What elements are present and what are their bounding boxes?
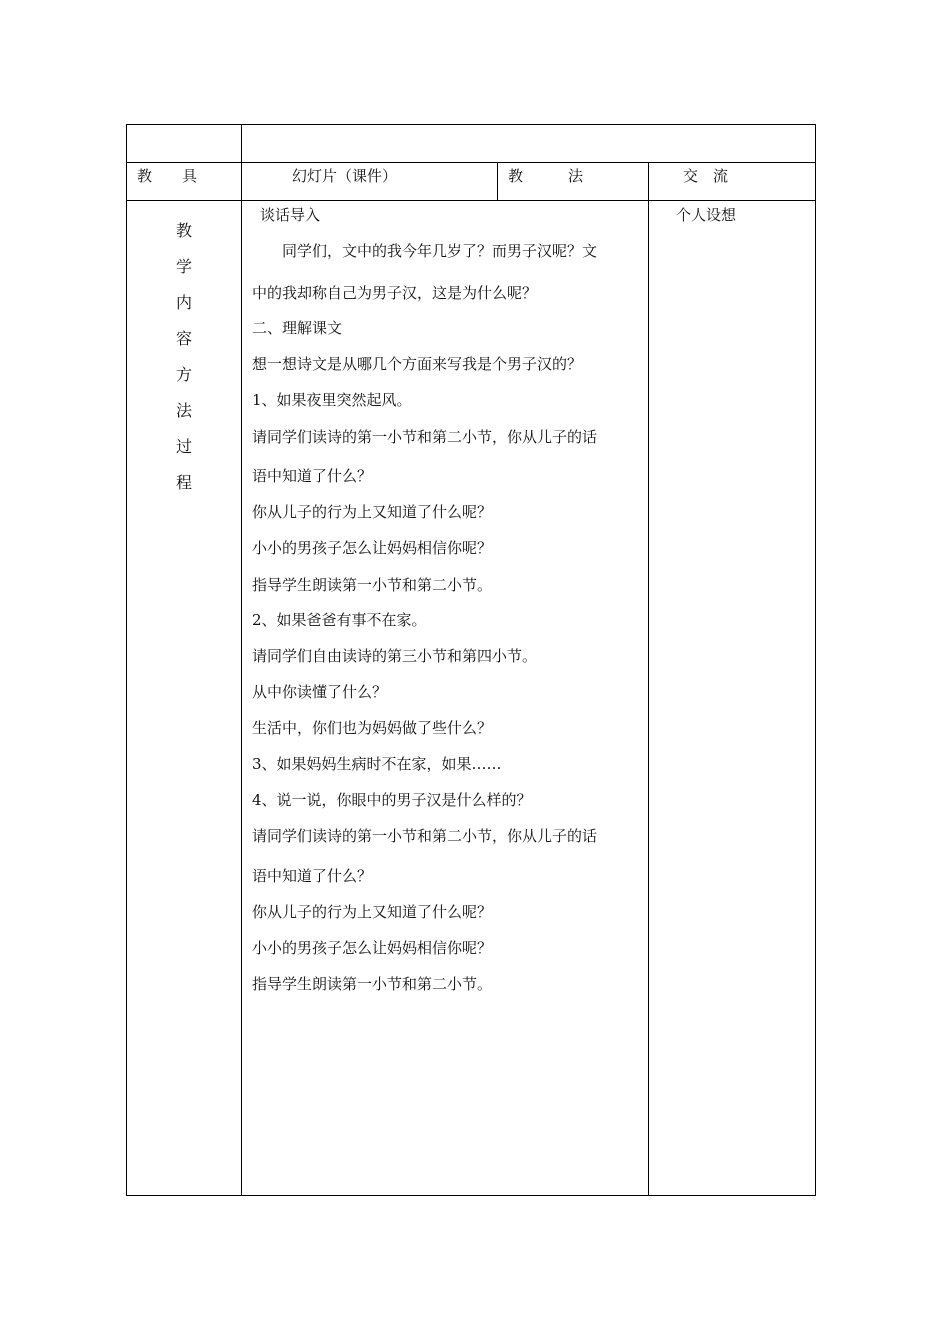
content-line: 请同学们自由读诗的第三小节和第四小节。 — [252, 647, 538, 665]
content-line: 4、说一说，你眼中的男子汉是什么样的？ — [252, 791, 532, 809]
content-line: 小小的男孩子怎么让妈妈相信你呢？ — [252, 539, 493, 557]
left-label-char: 学 — [176, 257, 193, 276]
table-border-bottom — [126, 1195, 816, 1196]
table-border-top — [126, 124, 816, 125]
content-line: 2、如果爸爸有事不在家。 — [252, 611, 427, 629]
content-line: 语中知道了什么？ — [252, 467, 373, 485]
left-label-char: 教 — [176, 221, 193, 240]
teaching-tools-label: 教 具 — [137, 167, 198, 185]
teaching-tools-value: 幻灯片（课件） — [292, 167, 398, 185]
content-line: 1、如果夜里突然起风。 — [252, 391, 412, 409]
content-line: 二、理解课文 — [252, 319, 343, 337]
left-label-char: 程 — [176, 473, 193, 492]
table-rule-col1 — [241, 124, 242, 1196]
table-border-right — [815, 124, 816, 1196]
content-line: 指导学生朗读第一小节和第二小节。 — [252, 975, 493, 993]
content-line: 小小的男孩子怎么让妈妈相信你呢？ — [252, 939, 493, 957]
table-rule-col3 — [648, 162, 649, 1196]
table-rule-row2 — [126, 200, 816, 201]
content-line: 3、如果妈妈生病时不在家，如果…… — [252, 755, 502, 773]
left-label-char: 容 — [176, 329, 193, 348]
content-line: 指导学生朗读第一小节和第二小节。 — [252, 576, 493, 594]
content-line: 语中知道了什么？ — [252, 867, 373, 885]
teaching-method-label: 教 法 — [508, 167, 584, 185]
content-line: 从中你读懂了什么？ — [252, 683, 388, 701]
left-label-char: 法 — [176, 401, 193, 420]
teaching-method-value: 交 流 — [683, 167, 729, 185]
left-label-char: 内 — [176, 293, 193, 312]
content-line: 同学们，文中的我今年几岁了？而男子汉呢？文 — [252, 242, 598, 260]
left-label-char: 过 — [176, 437, 193, 456]
content-line: 谈话导入 — [260, 206, 321, 224]
content-line: 请同学们读诗的第一小节和第二小节，你从儿子的话 — [252, 428, 598, 446]
personal-notes-title: 个人设想 — [676, 206, 737, 224]
content-line: 你从儿子的行为上又知道了什么呢？ — [252, 903, 493, 921]
table-rule-col2 — [497, 162, 498, 200]
content-line: 请同学们读诗的第一小节和第二小节，你从儿子的话 — [252, 827, 598, 845]
left-label-char: 方 — [176, 365, 193, 384]
content-line: 中的我却称自己为男子汉，这是为什么呢？ — [252, 284, 538, 302]
table-rule-row1 — [126, 162, 816, 163]
content-line: 想一想诗文是从哪几个方面来写我是个男子汉的？ — [252, 355, 583, 373]
content-line: 你从儿子的行为上又知道了什么呢？ — [252, 503, 493, 521]
table-border-left — [126, 124, 127, 1196]
content-line: 生活中，你们也为妈妈做了些什么？ — [252, 719, 493, 737]
